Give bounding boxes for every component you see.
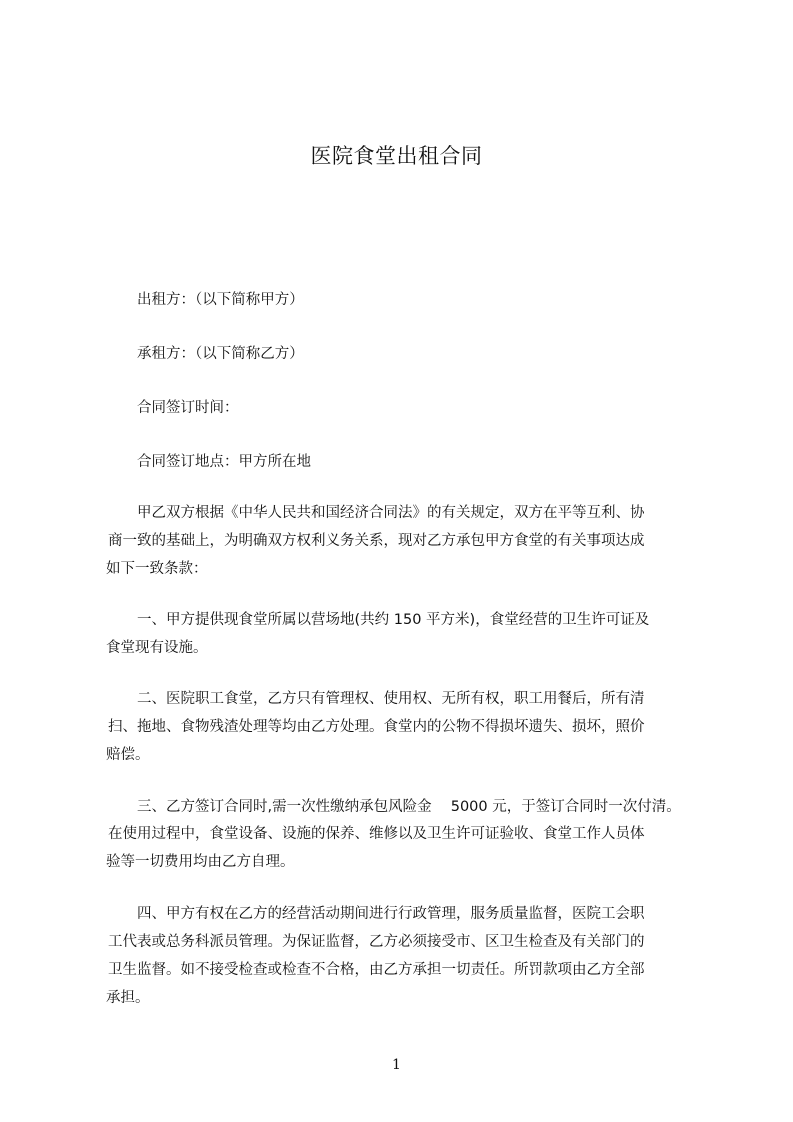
paragraph-line: 在使用过程中，食堂设备、设施的保养、维修以及卫生许可证验收、食堂工作人员体	[108, 826, 645, 842]
paragraph-line: 甲乙双方根据《中华人民共和国经济合同法》的有关规定，双方在平等互利、协	[137, 505, 645, 521]
paragraph-line: 验等一切费用均由乙方自理。	[106, 854, 295, 870]
sign-time-field: 合同签订时间：	[137, 400, 239, 416]
paragraph-line: 一、甲方提供现食堂所属以营场地(共约 150 平方米)，食堂经营的卫生许可证及	[137, 612, 650, 628]
paragraph-line: 卫生监督。如不接受检查或检查不合格，由乙方承担一切责任。所罚款项由乙方全部	[108, 962, 645, 978]
lessee-field: 承租方：（以下简称乙方）	[137, 346, 304, 362]
paragraph-line: 工代表或总务科派员管理。为保证监督，乙方必须接受市、区卫生检查及有关部门的	[108, 934, 645, 950]
paragraph-line: 三、乙方签订合同时,需一次性缴纳承包风险金 5000 元，于签订合同时一次付清。	[137, 799, 681, 815]
lessor-field: 出租方：（以下简称甲方）	[137, 292, 304, 308]
paragraph-line: 四、甲方有权在乙方的经营活动期间进行行政管理，服务质量监督，医院工会职	[137, 906, 645, 922]
paragraph-line: 如下一致条款：	[106, 561, 208, 577]
paragraph-line: 扫、拖地、食物残渣处理等均由乙方处理。食堂内的公物不得损坏遗失、损坏，照价	[108, 719, 645, 735]
paragraph-line: 赔偿。	[106, 747, 150, 763]
paragraph-line: 商一致的基础上，为明确双方权利义务关系，现对乙方承包甲方食堂的有关事项达成	[108, 533, 645, 549]
paragraph-line: 食堂现有设施。	[106, 640, 208, 656]
paragraph-line: 承担。	[106, 990, 150, 1006]
page-number: 1	[392, 1057, 401, 1073]
document-title: 医院食堂出租合同	[310, 144, 483, 168]
sign-place-field: 合同签订地点：甲方所在地	[137, 454, 311, 470]
paragraph-line: 二、医院职工食堂，乙方只有管理权、使用权、无所有权，职工用餐后，所有清	[137, 691, 645, 707]
